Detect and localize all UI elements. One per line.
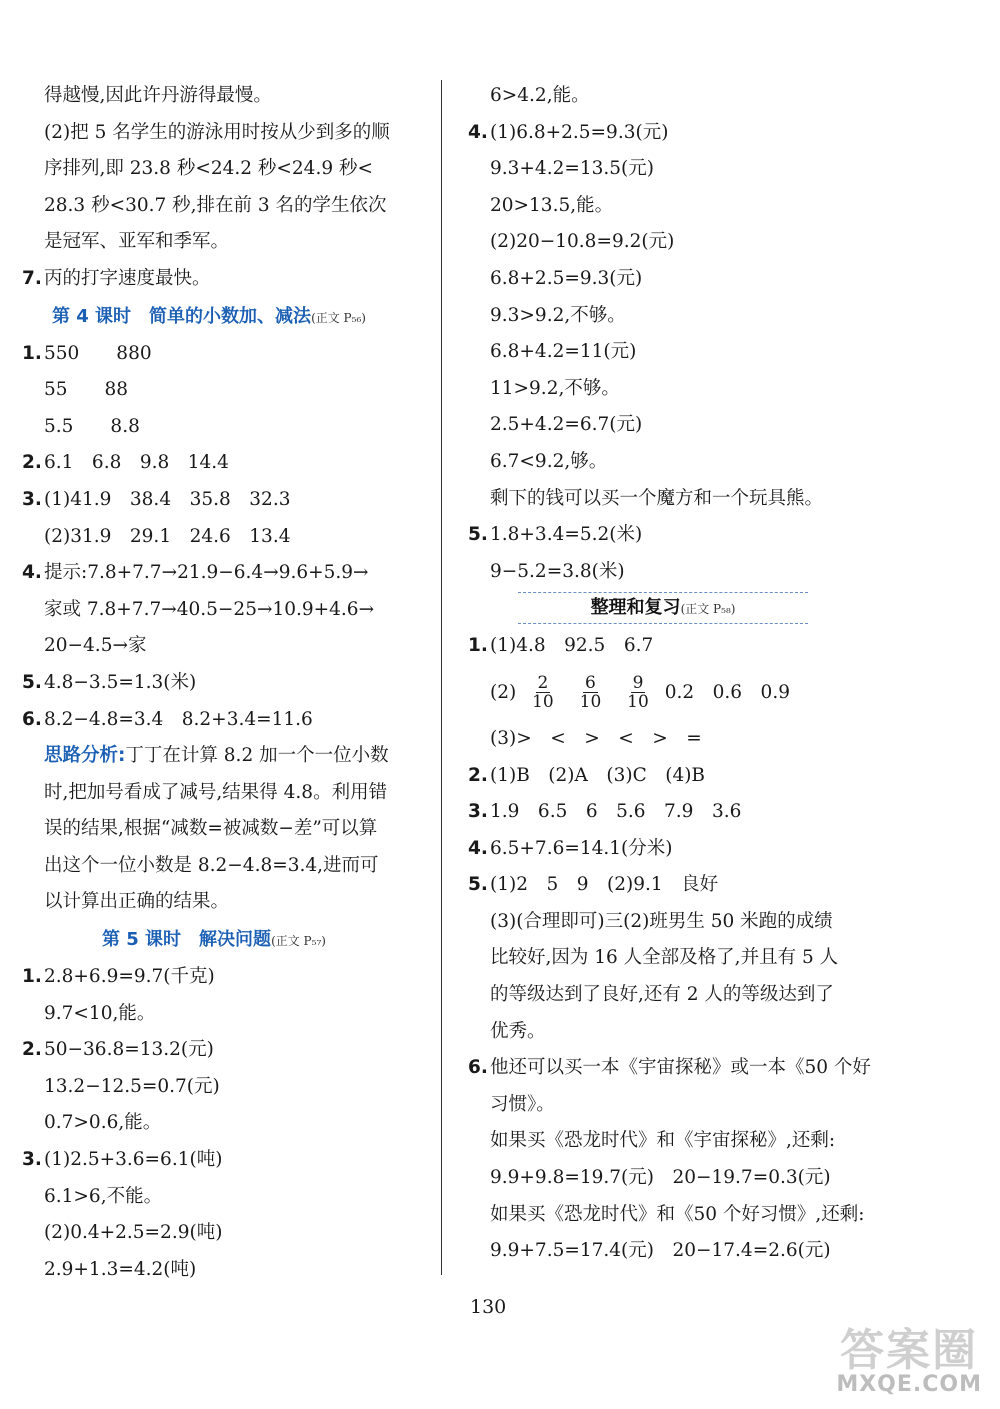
item-number: 1. — [22, 966, 42, 988]
answer-2 — [468, 758, 873, 795]
text-line: 出这个一位小数是 8.2−4.8=3.4,进而可 — [44, 854, 379, 876]
text-line: 20>13.5,能。 — [490, 194, 614, 216]
text-line: 28.3 秒<30.7 秒,排在前 3 名的学生依次 — [44, 194, 387, 216]
answer-text: 8.2−4.8=3.4 8.2+3.4=11.6 — [44, 708, 313, 730]
text-line: 时,把加号看成了减号,结果得 4.8。利用错 — [44, 781, 388, 803]
section-title: 第 5 课时 解决问题 — [102, 929, 272, 951]
answer-1 — [468, 628, 873, 665]
text-line: (3)> < > < > = — [490, 727, 702, 749]
item-number: 2. — [22, 1039, 42, 1061]
item-number: 3. — [468, 801, 488, 823]
text-line: 2.9+1.3=4.2(吨) — [44, 1258, 197, 1280]
page-number: 130 — [470, 1296, 507, 1318]
section-title: 第 4 课时 简单的小数加、减法 — [52, 305, 312, 327]
answer-text: 6.1 6.8 9.8 14.4 — [44, 452, 229, 474]
text-line: 0.7>0.6,能。 — [44, 1112, 162, 1134]
text-line: 2.5+4.2=6.7(元) — [490, 414, 643, 436]
item-number: 3. — [22, 488, 42, 510]
section-ref: (正文 P₅₆) — [311, 310, 366, 325]
left-column — [22, 78, 432, 1288]
text-line: 13.2−12.5=0.7(元) — [44, 1075, 220, 1097]
fraction — [580, 674, 602, 711]
text-line: 的等级达到了良好,还有 2 人的等级达到了 — [490, 984, 834, 1006]
fraction — [532, 674, 554, 711]
answer-text: 2.8+6.9=9.7(千克) — [44, 966, 215, 988]
answer-text: (1)4.8 92.5 6.7 — [490, 635, 654, 657]
denominator: 10 — [579, 692, 602, 713]
text-line: 习惯》。 — [490, 1093, 555, 1115]
item-number: 2. — [468, 764, 488, 786]
answer-text: 4.8−3.5=1.3(米) — [44, 671, 197, 693]
denominator: 10 — [627, 692, 649, 713]
text-line: (2)把 5 名学生的游泳用时按从少到多的顺 — [44, 121, 390, 143]
answer-text: (2) — [490, 681, 517, 703]
text-line: 6.8+2.5=9.3(元) — [490, 267, 643, 289]
section-heading-lesson5 — [22, 921, 432, 959]
answer-text: (1)2.5+3.6=6.1(吨) — [44, 1149, 223, 1171]
text-line: 6>4.2,能。 — [490, 85, 590, 106]
answer-text: 1.9 6.5 6 5.6 7.9 3.6 — [490, 801, 742, 823]
text-line: 比较好,因为 16 人全部及格了,并且有 5 人 — [490, 947, 839, 969]
text-line: 6.1>6,不能。 — [44, 1185, 163, 1207]
watermark-url: MXQE.COM — [836, 1372, 982, 1397]
text-line: 是冠军、亚军和季军。 — [44, 231, 230, 253]
answer-3 — [22, 1142, 432, 1179]
answer-3 — [468, 794, 873, 831]
answer-3 — [22, 482, 432, 519]
item-number: 6. — [468, 1057, 488, 1079]
text-line: 如果买《恐龙时代》和《宇宙探秘》,还剩: — [490, 1130, 836, 1152]
answer-text: 6.5+7.6=14.1(分米) — [490, 837, 673, 859]
text-line: 55 88 — [44, 379, 129, 401]
item-number: 4. — [468, 837, 488, 859]
item-number: 7. — [22, 267, 42, 289]
analysis-line — [22, 738, 432, 775]
analysis-text: 丁丁在计算 8.2 加一个一位小数 — [125, 745, 389, 767]
answer-1 — [22, 336, 432, 373]
answer-4 — [22, 555, 432, 592]
fraction — [627, 674, 649, 711]
item-number: 5. — [468, 524, 488, 546]
answer-5 — [22, 665, 432, 702]
text-line: 剩下的钱可以买一个魔方和一个玩具熊。 — [490, 487, 824, 509]
answer-4 — [468, 831, 873, 868]
answer-text: 0.2 0.6 0.9 — [664, 681, 790, 703]
answer-2 — [22, 1032, 432, 1069]
answer-7 — [22, 261, 432, 298]
text-line: 9.3>9.2,不够。 — [490, 304, 626, 326]
section-heading-lesson4 — [22, 298, 432, 336]
numerator: 9 — [632, 673, 644, 694]
answer-text: (1)B (2)A (3)C (4)B — [490, 764, 706, 786]
text-line: 序排列,即 23.8 秒<24.2 秒<24.9 秒< — [44, 158, 373, 180]
text-line: 得越慢,因此许丹游得最慢。 — [44, 85, 272, 106]
item-number: 4. — [22, 562, 42, 584]
item-number: 6. — [22, 708, 42, 730]
text-line: 9.9+9.8=19.7(元) 20−19.7=0.3(元) — [490, 1167, 831, 1189]
item-number: 1. — [22, 342, 42, 364]
text-line: 6.7<9.2,够。 — [490, 450, 608, 472]
text-line: (2)20−10.8=9.2(元) — [490, 231, 675, 253]
right-column — [468, 78, 873, 1270]
text-line: 误的结果,根据“减数=被减数−差”可以算 — [44, 818, 378, 840]
text-line: 6.8+4.2=11(元) — [490, 341, 637, 363]
text-line: (2)0.4+2.5=2.9(吨) — [44, 1222, 223, 1244]
item-number: 2. — [22, 452, 42, 474]
column-divider — [441, 80, 442, 1275]
item-number: 3. — [22, 1149, 42, 1171]
text-line: (2)31.9 29.1 24.6 13.4 — [44, 525, 291, 547]
denominator: 10 — [532, 692, 554, 713]
answer-text: (1)2 5 9 (2)9.1 良好 — [490, 874, 719, 896]
watermark-text: 答案圈 — [840, 1325, 979, 1376]
answer-2 — [22, 445, 432, 482]
text-line: 11>9.2,不够。 — [490, 377, 620, 399]
answer-text: 50−36.8=13.2(元) — [44, 1039, 214, 1061]
fraction-line — [468, 665, 873, 721]
text-line: 5.5 8.8 — [44, 415, 140, 437]
watermark-logo — [836, 1314, 982, 1397]
text-line: 9.3+4.2=13.5(元) — [490, 158, 654, 180]
text-line: (3)(合理即可)三(2)班男生 50 米跑的成绩 — [490, 910, 833, 932]
answer-text: (1)6.8+2.5=9.3(元) — [490, 121, 669, 143]
answer-5 — [468, 517, 873, 554]
numerator: 6 — [585, 673, 596, 694]
text-line: 如果买《恐龙时代》和《50 个好习惯》,还剩: — [490, 1203, 865, 1225]
answer-text: 丙的打字速度最快。 — [44, 267, 211, 289]
answer-text: 1.8+3.4=5.2(米) — [490, 524, 643, 546]
item-number: 4. — [468, 121, 488, 143]
text-line: 家或 7.8+7.7→40.5−25→10.9+4.6→ — [44, 598, 375, 620]
section-ref: (正文 P₅₇) — [271, 934, 326, 949]
numerator: 2 — [537, 673, 549, 694]
answer-1 — [22, 959, 432, 996]
answer-5 — [468, 867, 873, 904]
answer-text: (1)41.9 38.4 35.8 32.3 — [44, 488, 291, 510]
text-line: 优秀。 — [490, 1020, 546, 1042]
text-line: 9−5.2=3.8(米) — [490, 560, 625, 582]
answer-4 — [468, 115, 873, 152]
item-number: 5. — [22, 671, 42, 693]
answer-text: 550 880 — [44, 342, 152, 364]
analysis-label: 思路分析: — [44, 745, 126, 767]
section-heading-review — [518, 592, 808, 624]
text-line: 20−4.5→家 — [44, 635, 147, 657]
text-line: 9.7<10,能。 — [44, 1002, 156, 1024]
item-number: 5. — [468, 874, 488, 896]
answer-6 — [468, 1050, 873, 1087]
section-ref: (正文 P₅₈) — [680, 602, 736, 617]
answer-6 — [22, 702, 432, 739]
answer-text: 提示:7.8+7.7→21.9−6.4→9.6+5.9→ — [44, 562, 369, 584]
item-number: 1. — [468, 635, 488, 657]
answer-text: 他还可以买一本《宇宙探秘》或一本《50 个好 — [490, 1057, 871, 1079]
section-title: 整理和复习 — [590, 597, 681, 619]
text-line: 9.9+7.5=17.4(元) 20−17.4=2.6(元) — [490, 1240, 831, 1262]
text-line: 以计算出正确的结果。 — [44, 891, 230, 913]
